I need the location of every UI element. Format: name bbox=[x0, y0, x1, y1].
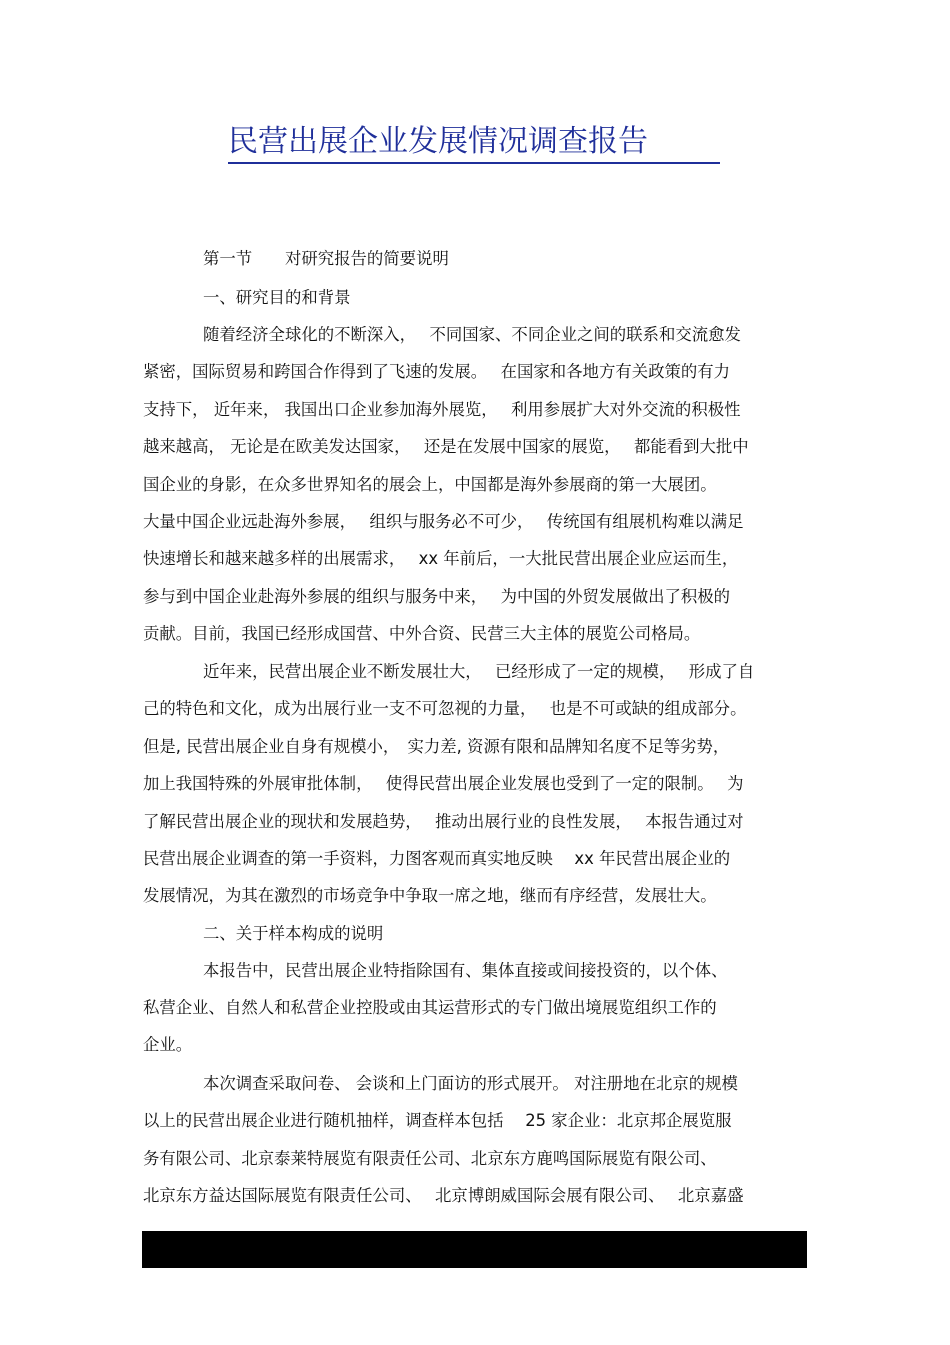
paragraph-line: 近年来，民营出展企业不断发展壮大， 已经形成了一定的规模， 形成了自 bbox=[203, 662, 755, 681]
paragraph-line: 己的特色和文化，成为出展行业一支不可忽视的力量， 也是不可或缺的组成部分。 bbox=[143, 699, 747, 718]
paragraph-line: 越来越高， 无论是在欧美发达国家， 还是在发展中国家的展览， 都能看到大批中 bbox=[143, 437, 749, 456]
paragraph-line: 了解民营出展企业的现状和发展趋势， 推动出展行业的良性发展， 本报告通过对 bbox=[143, 812, 744, 831]
paragraph-line: 大量中国企业远赴海外参展， 组织与服务必不可少， 传统国有组展机构难以满足 bbox=[143, 512, 744, 531]
paragraph-line: 私营企业、自然人和私营企业控股或由其运营形式的专门做出境展览组织工作的 bbox=[143, 998, 717, 1017]
paragraph-line: 本次调查采取问卷、 会谈和上门面访的形式展开。 对注册地在北京的规模 bbox=[203, 1074, 738, 1093]
section-heading: 第一节 对研究报告的简要说明 bbox=[203, 249, 449, 268]
paragraph-line: 参与到中国企业赴海外参展的组织与服务中来， 为中国的外贸发展做出了积极的 bbox=[143, 587, 731, 606]
paragraph-line: 紧密，国际贸易和跨国合作得到了飞速的发展。 在国家和各地方有关政策的有力 bbox=[143, 362, 731, 381]
paragraph-line: 但是, 民营出展企业自身有规模小， 实力差, 资源有限和品牌知名度不足等劣势， bbox=[143, 737, 730, 756]
paragraph-line: 北京东方益达国际展览有限责任公司、 北京博朗威国际会展有限公司、 北京嘉盛 bbox=[143, 1186, 744, 1205]
sub-heading-purpose: 一、研究目的和背景 bbox=[203, 288, 351, 307]
footer-black-bar bbox=[142, 1231, 807, 1268]
paragraph-line: 支持下， 近年来， 我国出口企业参加海外展览， 利用参展扩大对外交流的积极性 bbox=[143, 400, 741, 419]
paragraph-line: 发展情况，为其在激烈的市场竞争中争取一席之地，继而有序经营，发展壮大。 bbox=[143, 886, 717, 905]
paragraph-line: 加上我国特殊的外展审批体制， 使得民营出展企业发展也受到了一定的限制。 为 bbox=[143, 774, 744, 793]
paragraph-line: 务有限公司、北京泰莱特展览有限责任公司、北京东方鹿鸣国际展览有限公司、 bbox=[143, 1149, 717, 1168]
paragraph-line: 企业。 bbox=[143, 1035, 193, 1054]
paragraph-line: 国企业的身影，在众多世界知名的展会上，中国都是海外参展商的第一大展团。 bbox=[143, 475, 717, 494]
sub-heading-sample: 二、关于样本构成的说明 bbox=[203, 924, 384, 943]
paragraph-line: 随着经济全球化的不断深入， 不同国家、不同企业之间的联系和交流愈发 bbox=[203, 325, 741, 344]
page-title: 民营出展企业发展情况调查报告 bbox=[228, 124, 648, 159]
paragraph-line: 快速增长和越来越多样的出展需求， xx 年前后，一大批民营出展企业应运而生， bbox=[143, 549, 739, 568]
title-underline bbox=[228, 122, 720, 164]
paragraph-line: 民营出展企业调查的第一手资料，力图客观而真实地反映 xx 年民营出展企业的 bbox=[143, 849, 731, 868]
paragraph-line: 本报告中，民营出展企业特指除国有、集体直接或间接投资的，以个体、 bbox=[203, 961, 728, 980]
paragraph-line: 以上的民营出展企业进行随机抽样，调查样本包括 25 家企业：北京邦企展览服 bbox=[143, 1111, 732, 1130]
paragraph-line: 贡献。目前，我国已经形成国营、中外合资、民营三大主体的展览公司格局。 bbox=[143, 624, 701, 643]
